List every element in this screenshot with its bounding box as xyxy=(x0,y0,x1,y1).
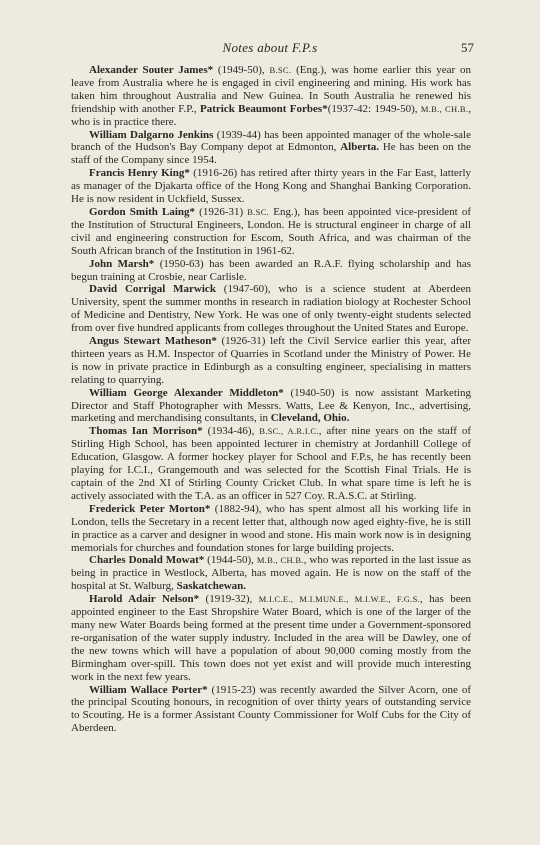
qualification: B.SC. xyxy=(247,206,270,217)
note-text: (1934-46), xyxy=(202,425,260,438)
note-entry xyxy=(71,129,471,168)
person-name: Frederick Peter Morton* xyxy=(89,502,211,515)
page-header xyxy=(0,40,540,56)
note-text: (1944-50), xyxy=(204,554,257,567)
qualification: B.SC. xyxy=(269,65,292,75)
note-text: (1916-26) has retired after thirty years in the Far East, latterly as manager of the Djakarta office of the Hong Kong and Shanghai Banking Corporation. He is now resident in Uckfield, Sussex. xyxy=(71,167,471,206)
note-text: (1939-44) has been appointed manager of the whole-sale branch of the Hudson's Bay Company depot at Edmonton, xyxy=(71,128,471,154)
qualification: M.B., CH.B. xyxy=(420,103,469,114)
note-text: (1915-23) was recently awarded the Silver Acorn, one of the principal Scouting honours, in recognition of over thirty years of outstanding service to Scouting. He is a former Assistant County Commissioner for Wolf Cubs for the City of Aberdeen. xyxy=(71,683,471,735)
note-entry xyxy=(71,425,471,502)
person-name: Francis Henry King* xyxy=(89,167,190,180)
person-name: William Wallace Porter* xyxy=(89,683,208,696)
note-text: He has been on the staff of the Company since 1954. xyxy=(71,141,471,167)
person-name: Angus Stewart Matheson* xyxy=(89,335,217,348)
note-text: Eng.), has been appointed vice-president of the Institution of Structural Engineers, London. He is structural engineer in charge of all civil and engineering construction for Escom, South Africa, and was chairman of the South African branch of the Institution in 1961-62. xyxy=(71,205,471,257)
person-name: Alexander Souter James* xyxy=(89,64,214,76)
note-entry xyxy=(71,167,471,206)
note-text: (1882-94), who has spent almost all his working life in London, tells the Secretary in a recent letter that, although now aged eighty-five, he is still in practice as a carver and designer in wood and stone. His main work now is in designing memorials for churches and foundation stones for large building projects. xyxy=(71,502,471,554)
person-name: David Corrigal Marwick xyxy=(89,283,216,296)
note-entry xyxy=(71,64,471,129)
note-text: (1926-31) xyxy=(195,205,248,218)
note-text: (1947-60), who is a science student at Aberdeen University, spent the summer months in research in radiation biology at Rochester School of Medicine and Dentistry, New York. He was one of only twenty-eight students selected from over five hundred applicants from colleges throughout the United States and Europe. xyxy=(71,283,471,335)
person-name: John Marsh* xyxy=(89,257,155,270)
page-number: 57 xyxy=(461,40,474,55)
person-name: Cleveland, Ohio. xyxy=(270,412,350,425)
person-name: Thomas Ian Morrison* xyxy=(89,425,203,438)
note-entry xyxy=(71,206,471,258)
note-text: (1926-31) left the Civil Service earlier this year, after thirteen years as H.M. Inspector of Quarries in Scotland under the Ministry of Power. He is now in private practice in Edinburgh as a consulting engineer, specialising in matters relating to quarrying. xyxy=(71,335,472,386)
note-entry xyxy=(71,283,471,335)
person-name: Alberta. xyxy=(340,141,379,154)
person-name: Patrick Beaumont Forbes* xyxy=(199,102,328,115)
note-text: , has been appointed engineer to the East Shropshire Water Board, which is one of the larger of the many new Water Boards being formed at the present time under a Government-sponsored re-organisation of the water supply industry. Included in the area will be Dawley, one of the new towns which will have a population of about 90,000 coming mostly from the Birmingham over-spill. This town does not yet exist and will provide much interesting work in the next few years. xyxy=(71,593,471,683)
person-name: Saskatchewan. xyxy=(176,580,247,593)
running-title: Notes about F.P.s xyxy=(222,40,318,55)
note-text: (1919-32), xyxy=(199,593,259,606)
person-name: William George Alexander Middleton* xyxy=(89,386,284,399)
note-text: (Eng.), was home earlier this year on leave from Australia where he is engaged in civil engineering and mining. His work has taken him throughout Australia and New Guinea. In South Australia he renewed his friendship with another F.P., xyxy=(71,64,471,115)
note-entry xyxy=(71,554,471,593)
note-text: (1949-50), xyxy=(213,64,270,76)
note-text: , who is in practice there. xyxy=(71,102,472,128)
note-entry xyxy=(71,684,471,736)
note-text: (1940-50) is now assistant Marketing Director and Staff Photographer with Messrs. Watts, Lee & Kenyon, Inc., advertising, marketing and merchandising consultants, in xyxy=(71,386,471,425)
qualification: B.SC., A.R.I.C. xyxy=(259,426,319,437)
notes-body xyxy=(71,64,471,735)
note-entry xyxy=(71,258,471,284)
note-text: , who was reported in the last issue as being in practice in Westlock, Alberta, has moved again. He is now on the staff of the hospital at St. Walburg, xyxy=(71,554,472,593)
qualification: M.I.C.E., M.I.MUN.E., M.I.W.E., F.G.S. xyxy=(258,594,421,605)
note-entry xyxy=(71,387,471,426)
person-name: Gordon Smith Laing* xyxy=(89,205,196,218)
note-entry xyxy=(71,593,471,683)
note-text: (1937-42: 1949-50), xyxy=(327,102,421,115)
note-text: (1950-63) has been awarded an R.A.F. flying scholarship and has begun training at Crosbie, near Carlisle. xyxy=(71,257,471,283)
person-name: Charles Donald Mowat* xyxy=(89,554,205,567)
note-text: , after nine years on the staff of Stirling High School, has been appointed lecturer in chemistry at Jordanhill College of Education, Glasgow. A former hockey player for School and F.P.s, he has recently been playing for I.C.I., Grangemouth and was selected for the Scottish Final Trials. He is captain of the 2nd XI of Stirling County Cricket Club. In what spare time is left he is actively associated with the T.A. as an officer in 527 Coy. R.A.S.C. at Stirling. xyxy=(71,425,471,502)
note-entry xyxy=(71,335,471,387)
note-entry xyxy=(71,503,471,555)
qualification: M.B., CH.B. xyxy=(256,555,304,566)
person-name: Harold Adair Nelson* xyxy=(89,593,200,606)
person-name: William Dalgarno Jenkins xyxy=(89,128,214,141)
